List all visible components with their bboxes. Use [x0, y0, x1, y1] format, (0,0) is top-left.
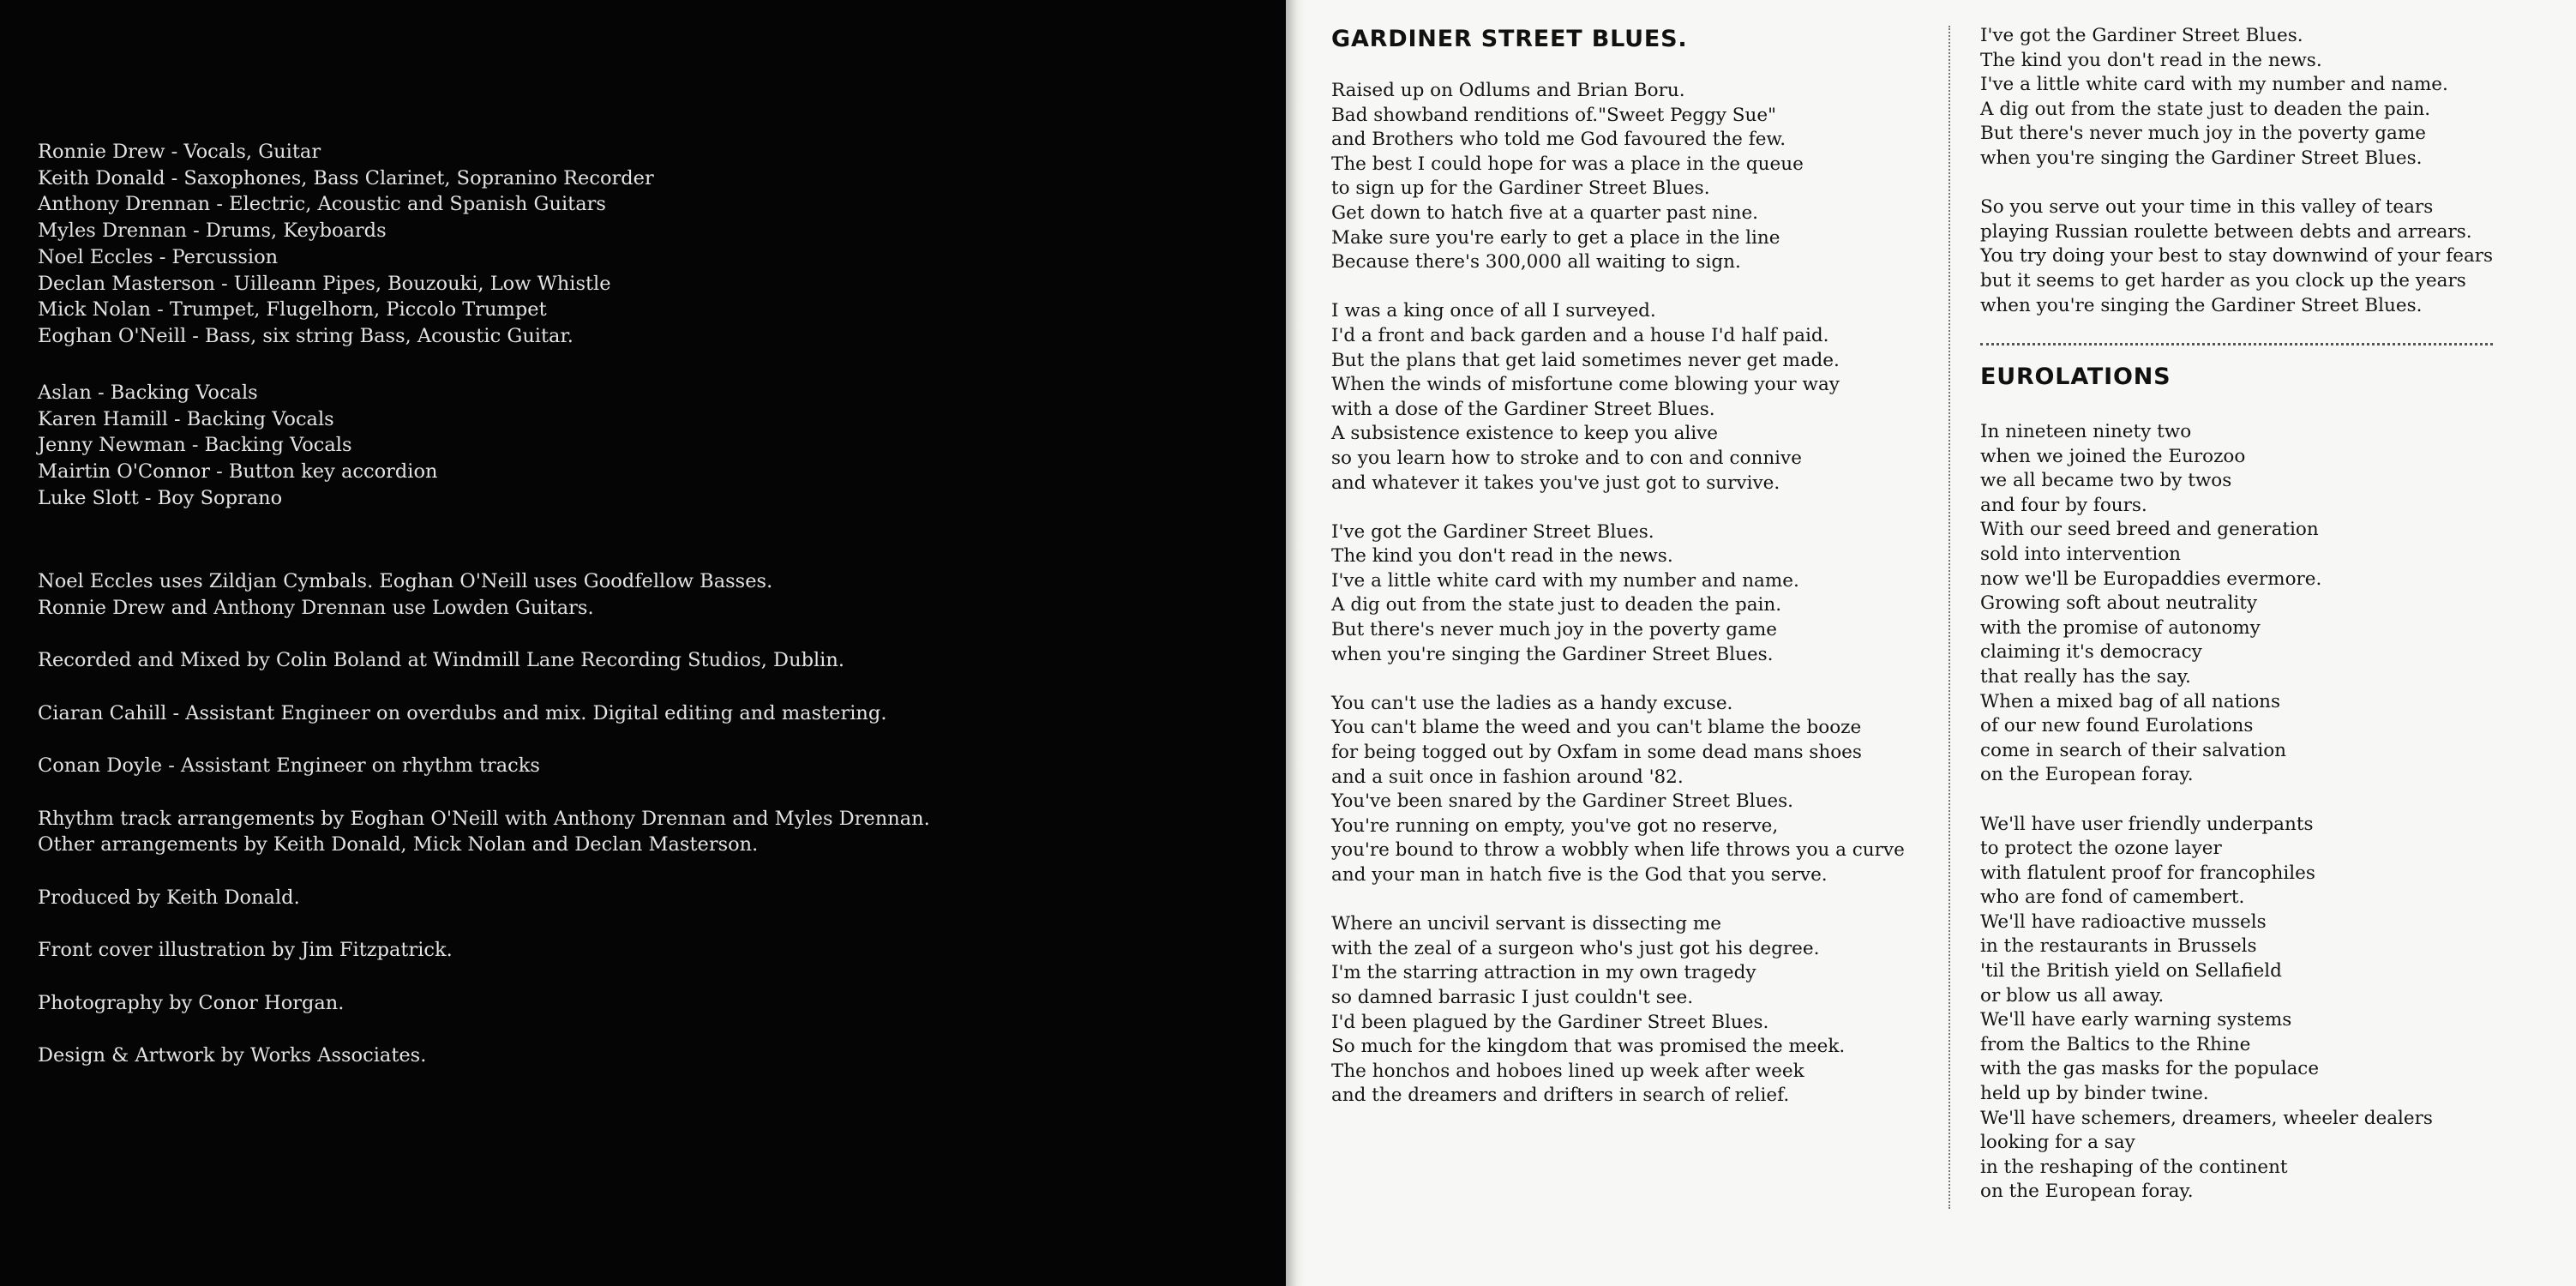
lyric-line: who are fond of camembert. — [1980, 886, 2245, 909]
lyric-line: A subsistence existence to keep you alive — [1331, 423, 1719, 445]
lyric-line: The best I could hope for was a place in the queue — [1331, 153, 1804, 175]
lyric-line: I'd been plagued by the Gardiner Street Blues. — [1331, 1011, 1769, 1033]
lyric-line: sold into intervention — [1980, 543, 2181, 565]
stanza — [1331, 299, 1905, 496]
credit-line: Eoghan O'Neill - Bass, six string Bass, Acoustic Guitar. — [38, 324, 573, 347]
lyric-line: so damned barrasic I just couldn't see. — [1331, 986, 1694, 1008]
lyric-line: and whatever it takes you've just got to survive. — [1331, 472, 1780, 494]
lyric-line: Where an uncivil servant is dissecting me — [1331, 913, 1721, 935]
lyrics-page — [1286, 0, 2576, 1286]
lyric-line: Because there's 300,000 all waiting to sign. — [1331, 251, 1741, 273]
lyric-line: Get down to hatch five at a quarter past nine. — [1331, 201, 1758, 224]
lyric-line: We'll have schemers, dreamers, wheeler dealers — [1980, 1107, 2433, 1129]
lyric-line: Raised up on Odlums and Brian Boru. — [1331, 80, 1685, 101]
lyric-line: A dig out from the state just to deaden the pain. — [1331, 594, 1782, 616]
lyric-line: when you're singing the Gardiner Street Blues. — [1980, 147, 2423, 169]
lyric-line: for being togged out by Oxfam in some dead mans shoes — [1331, 742, 1862, 764]
stanza — [1980, 24, 2493, 171]
lyric-line: when we joined the Eurozoo — [1980, 445, 2246, 467]
lyric-line: I've a little white card with my number and name. — [1980, 74, 2448, 96]
arrangement-credit: Other arrangements by Keith Donald, Mick Nolan and Declan Masterson. — [38, 833, 759, 856]
lyric-line: with the gas masks for the populace — [1980, 1058, 2320, 1080]
endorsement-line: Noel Eccles uses Zildjan Cymbals. Eoghan O'Neill uses Goodfellow Basses. — [38, 570, 773, 592]
lyric-line: with a dose of the Gardiner Street Blues. — [1331, 398, 1715, 420]
credit-line: Luke Slott - Boy Soprano — [38, 486, 283, 509]
lyric-line: and Brothers who told me God favoured the few. — [1331, 129, 1786, 151]
lyric-line: The kind you don't read in the news. — [1980, 49, 2322, 71]
recording-credit: Recorded and Mixed by Colin Boland at Windmill Lane Recording Studios, Dublin. — [38, 649, 845, 671]
lyric-line: You've been snared by the Gardiner Street Blues. — [1331, 790, 1793, 813]
lyric-line: you're bound to throw a wobbly when life throws you a curve — [1331, 839, 1905, 862]
lyric-line: But there's never much joy in the poverty game — [1980, 123, 2426, 145]
lyric-line: to protect the ozone layer — [1980, 838, 2222, 860]
song-lyrics — [1331, 79, 1905, 1109]
arrangement-credit: Rhythm track arrangements by Eoghan O'Neill with Anthony Drennan and Myles Drennan. — [38, 807, 930, 830]
lyric-line: or blow us all away. — [1980, 984, 2165, 1007]
lyric-line: When the winds of misfortune come blowing your way — [1331, 374, 1840, 396]
stanza — [1331, 912, 1905, 1109]
lyric-line: held up by binder twine. — [1980, 1083, 2209, 1105]
lyric-line: I'm the starring attraction in my own tragedy — [1331, 962, 1756, 984]
lyric-line: I'd a front and back garden and a house I'd half paid. — [1331, 324, 1829, 346]
lyric-line: in the reshaping of the continent — [1980, 1156, 2288, 1178]
lyric-line: We'll have radioactive mussels — [1980, 910, 2267, 933]
engineer-credit: Ciaran Cahill - Assistant Engineer on overdubs and mix. Digital editing and mastering. — [38, 701, 887, 724]
lyric-line: Bad showband renditions of."Sweet Peggy Sue" — [1331, 104, 1776, 126]
lyric-line: in the restaurants in Brussels — [1980, 935, 2257, 958]
lyric-line: and four by fours. — [1980, 494, 2147, 516]
stanza — [1980, 420, 2433, 788]
stanza — [1331, 520, 1905, 668]
lyric-line: and your man in hatch five is the God that you serve. — [1331, 864, 1828, 886]
song-lyrics — [1980, 420, 2433, 1205]
lyric-line: and the dreamers and drifters in search of relief. — [1331, 1085, 1790, 1107]
credit-line: Myles Drennan - Drums, Keyboards — [38, 219, 387, 243]
endorsement-line: Ronnie Drew and Anthony Drennan use Lowden Guitars. — [38, 596, 594, 619]
lyric-line: from the Baltics to the Rhine — [1980, 1033, 2251, 1055]
lyric-line: So much for the kingdom that was promised the meek. — [1331, 1036, 1846, 1058]
credit-line: Mick Nolan - Trumpet, Flugelhorn, Piccolo Trumpet — [38, 298, 547, 322]
lyric-line: to sign up for the Gardiner Street Blues. — [1331, 177, 1710, 200]
lyric-line: You can't blame the weed and you can't blame the booze — [1331, 717, 1862, 739]
lyric-line: on the European foray. — [1980, 764, 2194, 786]
credit-line: Anthony Drennan - Electric, Acoustic and Spanish Guitars — [38, 193, 606, 216]
lyric-line: with the promise of autonomy — [1980, 616, 2261, 639]
lyric-line: I've got the Gardiner Street Blues. — [1980, 25, 2303, 46]
engineer-credit: Conan Doyle - Assistant Engineer on rhythm tracks — [38, 754, 540, 777]
lyric-line: come in search of their salvation — [1980, 739, 2286, 761]
lyric-line: When a mixed bag of all nations — [1980, 690, 2281, 712]
lyric-line: But the plans that get laid sometimes never get made. — [1331, 349, 1840, 371]
credit-line: Ronnie Drew - Vocals, Guitar — [38, 141, 321, 163]
lyric-line: We'll have user friendly underpants — [1980, 813, 2314, 835]
credit-line: Aslan - Backing Vocals — [38, 382, 258, 404]
stanza — [1331, 692, 1905, 888]
song-lyrics-continued — [1980, 24, 2493, 318]
lyric-line: of our new found Eurolations — [1980, 715, 2254, 737]
stanza — [1980, 195, 2493, 318]
lyric-line: The honchos and hoboes lined up week after week — [1331, 1060, 1804, 1082]
lyric-line: when you're singing the Gardiner Street Blues. — [1980, 294, 2423, 316]
lyric-line: But there's never much joy in the poverty game — [1331, 619, 1777, 641]
lyric-line: looking for a say — [1980, 1132, 2135, 1154]
stanza — [1331, 79, 1905, 275]
lyric-line: playing Russian roulette between debts and arrears. — [1980, 220, 2472, 243]
credit-line: Declan Masterson - Uilleann Pipes, Bouzouki, Low Whistle — [38, 272, 611, 295]
lyric-line: so you learn how to stroke and to con and connive — [1331, 447, 1802, 469]
cover-credit: Front cover illustration by Jim Fitzpatrick. — [38, 939, 453, 961]
lyric-line: when you're singing the Gardiner Street Blues. — [1331, 643, 1774, 665]
design-credit: Design & Artwork by Works Associates. — [38, 1044, 427, 1067]
lyric-line: You can't use the ladies as a handy excuse. — [1331, 692, 1733, 714]
lyric-line: but it seems to get harder as you clock up the years — [1980, 269, 2466, 291]
lyric-line: In nineteen ninety two — [1980, 421, 2192, 442]
lyric-line: With our seed breed and generation — [1980, 519, 2319, 541]
producer-credit: Produced by Keith Donald. — [38, 886, 300, 909]
lyric-line: The kind you don't read in the news. — [1331, 545, 1673, 568]
lyric-line: I was a king once of all I surveyed. — [1331, 300, 1656, 322]
column-divider — [1949, 26, 1950, 1209]
backing-credits — [38, 380, 438, 512]
song-divider — [1980, 343, 2493, 346]
lyric-line: Growing soft about neutrality — [1980, 592, 2258, 615]
credit-line: Keith Donald - Saxophones, Bass Clarinet, Sopranino Recorder — [38, 166, 654, 189]
credit-line: Mairtin O'Connor - Button key accordion — [38, 460, 438, 484]
lyric-line: with flatulent proof for francophiles — [1980, 862, 2315, 884]
lyric-line: claiming it's democracy — [1980, 641, 2202, 664]
lyric-line: We'll have early warning systems — [1980, 1009, 2292, 1031]
lyric-line: Make sure you're early to get a place in the line — [1331, 226, 1780, 249]
production-credits — [38, 568, 930, 1069]
lyric-line: now we'll be Europaddies evermore. — [1980, 568, 2322, 590]
song-title: EUROLATIONS — [1980, 364, 2171, 390]
lyric-line: on the European foray. — [1980, 1181, 2194, 1203]
lyric-line: with the zeal of a surgeon who's just got his degree. — [1331, 937, 1820, 959]
musician-credits — [38, 139, 654, 350]
lyric-line: You're running on empty, you've got no reserve, — [1331, 814, 1779, 837]
lyric-line: I've got the Gardiner Street Blues. — [1331, 520, 1654, 543]
credit-line: Jenny Newman - Backing Vocals — [38, 434, 352, 457]
lyric-line: You try doing your best to stay downwind of your fears — [1980, 245, 2494, 267]
page-spine-shadow — [1286, 0, 1305, 1286]
song-title: GARDINER STREET BLUES. — [1331, 26, 1688, 52]
lyric-line: we all became two by twos — [1980, 470, 2232, 492]
credit-line: Noel Eccles - Percussion — [38, 245, 279, 268]
credit-line: Karen Hamill - Backing Vocals — [38, 407, 334, 430]
lyric-line: So you serve out your time in this valley of tears — [1980, 196, 2434, 219]
photography-credit: Photography by Conor Horgan. — [38, 991, 345, 1014]
lyric-line: and a suit once in fashion around '82. — [1331, 766, 1684, 788]
stanza — [1980, 813, 2433, 1205]
lyric-line: A dig out from the state just to deaden the pain. — [1980, 98, 2431, 120]
lyric-line: that really has the say. — [1980, 665, 2191, 688]
credits-page — [0, 0, 1286, 1286]
lyric-line: 'til the British yield on Sellafield — [1980, 960, 2282, 983]
lyric-line: I've a little white card with my number and name. — [1331, 569, 1799, 592]
